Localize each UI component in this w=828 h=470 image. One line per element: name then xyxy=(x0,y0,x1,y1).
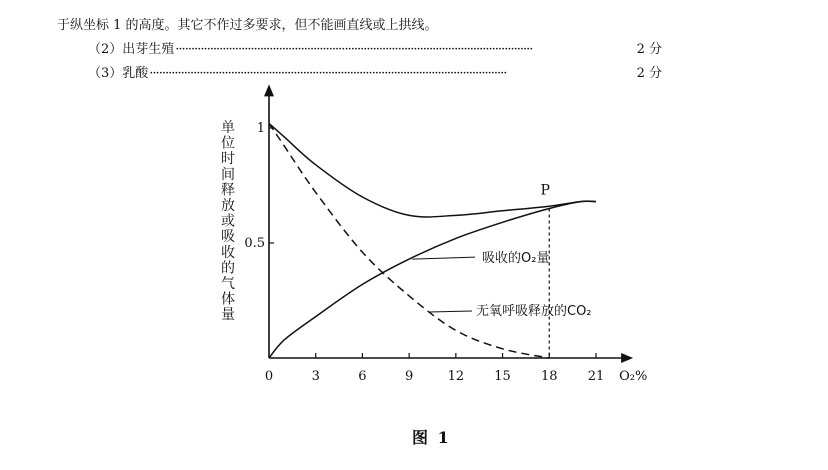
co2-total-curve xyxy=(269,123,596,217)
leader-dots: ·················································································································· xyxy=(175,42,533,57)
x-tick-label: 3 xyxy=(311,369,320,384)
y-axis-label-char: 位 xyxy=(221,135,235,152)
x-axis-label: O₂% xyxy=(619,369,648,384)
leader-dots: ·················································································································· xyxy=(149,66,507,81)
answer-text: 乳酸 xyxy=(122,66,149,81)
score-label: 2 分 xyxy=(636,66,662,81)
y-axis-label-char: 释 xyxy=(221,182,235,199)
x-axis-arrow xyxy=(621,353,633,363)
answer-text: 出芽生殖 xyxy=(122,42,175,57)
y-axis-label-char: 或 xyxy=(221,213,235,230)
o2-absorbed-curve xyxy=(269,201,596,358)
answer-note-line: 于纵坐标 1 的高度。其它不作过多要求，但不能画直线或上拱线。 xyxy=(57,18,438,33)
label-o2-absorbed: 吸收的O₂量 xyxy=(482,251,550,267)
y-axis-arrow xyxy=(264,84,274,96)
x-tick-label: 21 xyxy=(587,369,605,384)
x-tick-label: 15 xyxy=(494,369,511,384)
y-axis-label-char: 量 xyxy=(221,307,235,324)
y-axis-label-char: 吸 xyxy=(221,229,235,246)
y-axis-label-char: 的 xyxy=(221,260,235,277)
y-axis-label-char: 收 xyxy=(221,244,235,261)
x-tick-label: 18 xyxy=(540,369,558,384)
score-label: 2 分 xyxy=(636,42,662,57)
point-p-label: P xyxy=(540,182,550,199)
leader-line-co2 xyxy=(429,311,472,312)
answer-number: （2） xyxy=(88,42,123,57)
leader-line-o2 xyxy=(412,257,475,259)
x-tick-label: 0 xyxy=(264,369,274,384)
answer-number: （3） xyxy=(88,66,123,81)
y-axis-label-char: 间 xyxy=(221,166,235,183)
y-axis-label-char: 体 xyxy=(221,291,235,308)
y-axis-label-char: 放 xyxy=(221,198,235,214)
x-tick-label: 12 xyxy=(447,369,465,384)
y-axis-label-char: 单 xyxy=(221,120,235,136)
y-axis-label-char: 时 xyxy=(221,151,235,168)
y-axis-label-char: 气 xyxy=(221,276,235,292)
figure-caption: 图 1 xyxy=(412,428,451,447)
y-tick-label: 0.5 xyxy=(244,236,265,251)
co2-anaerobic-curve xyxy=(269,123,549,358)
x-tick-label: 6 xyxy=(358,369,367,384)
y-tick-label: 1 xyxy=(256,121,265,136)
label-co2-anaerobic: 无氧呼吸释放的CO₂ xyxy=(476,304,592,319)
x-tick-label: 9 xyxy=(404,369,414,384)
